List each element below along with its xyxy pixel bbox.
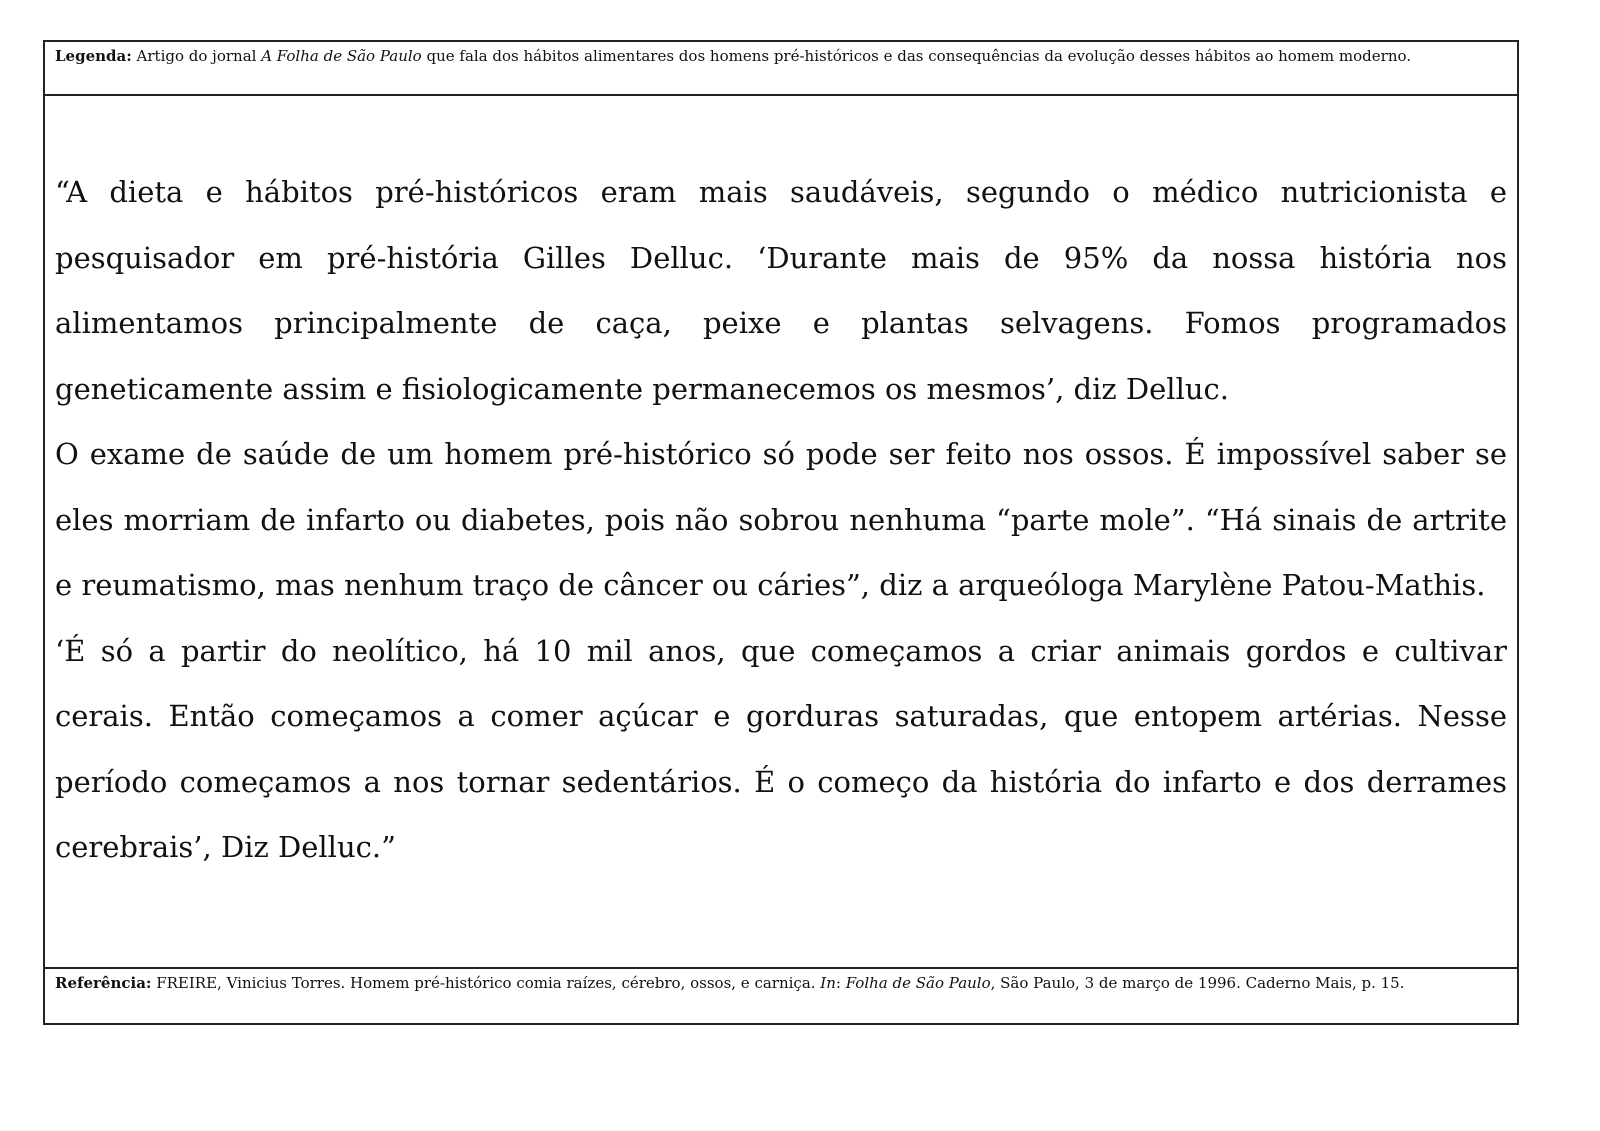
caption-text-after: que fala dos hábitos alimentares dos homens pré-históricos e das consequências da evolução desses hábitos ao homem moderno. [421,47,1412,65]
article-paragraph-1: “A dieta e hábitos pré-históricos eram mais saudáveis, segundo o médico nutricionista e pesquisador em pré-história Gilles Delluc. ‘Durante mais de 95% da nossa história nos alimentamos principalmente de caça, peixe e plantas selvagens. Fomos programados geneticamente assim e fisiologicamente permanecemos os mesmos’, diz Delluc. [55,175,1507,406]
document-frame [43,40,1519,1025]
caption-text-before: Artigo do jornal [131,47,262,65]
caption-label: Legenda: [55,47,132,65]
reference-label: Referência: [55,974,152,992]
article-body [55,160,1507,881]
reference-text-before: FREIRE, Vinicius Torres. Homem pré-histórico comia raízes, cérebro, ossos, e carniça. [151,974,821,992]
reference-colon: : [835,974,846,992]
reference-in-label: In [820,974,836,992]
reference-box [45,967,1517,1023]
caption-box [45,42,1517,96]
reference-newspaper: Folha de São Paulo [845,974,991,992]
article-paragraph-3: ‘É só a partir do neolítico, há 10 mil anos, que começamos a criar animais gordos e cultivar cerais. Então começamos a comer açúcar e gorduras saturadas, que entopem artérias. Nesse período começamos a nos tornar sedentários. É o começo da história do infarto e dos derrames cerebrais’, Diz Delluc.” [55,633,1507,864]
reference-text-after: , São Paulo, 3 de março de 1996. Caderno Mais, p. 15. [990,974,1405,992]
caption-newspaper: A Folha de São Paulo [261,47,422,65]
article-paragraph-2: O exame de saúde de um homem pré-histórico só pode ser feito nos ossos. É impossível saber se eles morriam de infarto ou diabetes, pois não sobrou nenhuma “parte mole”. “Há sinais de artrite e reumatismo, mas nenhum traço de câncer ou cáries”, diz a arqueóloga Marylène Patou-Mathis. [55,437,1507,602]
